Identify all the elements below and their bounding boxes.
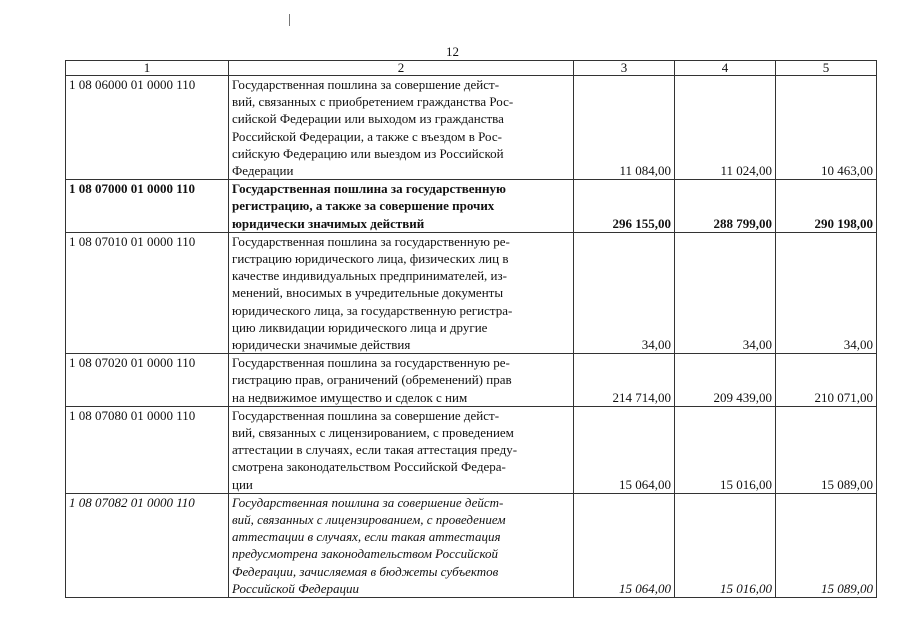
description-line: аттестации в случаях, если такая аттестация — [232, 529, 501, 545]
budget-code-cell: 1 08 07000 01 0000 110 — [66, 180, 229, 233]
description-line: качестве индивидуальных предпринимателей, из- — [232, 268, 507, 284]
description-line: Государственная пошлина за государственную ре- — [232, 355, 510, 371]
column-header-year-2: 4 — [675, 61, 776, 76]
description-line: Российской Федерации, а также с въездом в Рос- — [232, 128, 502, 144]
description-cell — [229, 493, 574, 597]
description-line: гистрацию юридического лица, физических лиц в — [232, 251, 509, 267]
column-number-row — [66, 61, 877, 76]
margin-mark — [289, 14, 290, 26]
table-row — [66, 354, 877, 407]
amount-cell-year-2: 288 799,00 — [675, 180, 776, 233]
amount-cell-year-2: 15 016,00 — [675, 406, 776, 493]
table-row — [66, 232, 877, 353]
description-line: Российской Федерации — [232, 580, 360, 596]
budget-code-cell: 1 08 07080 01 0000 110 — [66, 406, 229, 493]
description-line: цию ликвидации юридического лица и другие — [232, 319, 488, 335]
table-row — [66, 76, 877, 180]
description-line: Федерации, зачисляемая в бюджеты субъектов — [232, 563, 499, 579]
amount-cell-year-3: 210 071,00 — [776, 354, 877, 407]
amount-cell-year-1: 15 064,00 — [574, 493, 675, 597]
description-line: ции — [232, 476, 253, 492]
column-header-year-1: 3 — [574, 61, 675, 76]
description-line: Государственная пошлина за совершение дейст- — [232, 77, 500, 92]
description-cell — [229, 406, 574, 493]
description-line: вий, связанных с лицензированием, с проведением — [232, 512, 506, 528]
description-line: вий, связанных с приобретением гражданства Рос- — [232, 94, 514, 110]
description-line: сийской Федерации или выходом из гражданства — [232, 111, 504, 127]
description-line: юридически значимые действия — [232, 337, 411, 353]
amount-cell-year-3: 15 089,00 — [776, 493, 877, 597]
description-line: аттестации в случаях, если такая аттестация преду- — [232, 442, 518, 458]
amount-cell-year-3: 15 089,00 — [776, 406, 877, 493]
description-line: предусмотрена законодательством Российской — [232, 546, 499, 562]
amount-cell-year-3: 290 198,00 — [776, 180, 877, 233]
description-cell — [229, 232, 574, 353]
amount-cell-year-2: 11 024,00 — [675, 76, 776, 180]
budget-code-cell: 1 08 06000 01 0000 110 — [66, 76, 229, 180]
description-line: вий, связанных с лицензированием, с проведением — [232, 425, 514, 441]
description-line: Федерации — [232, 163, 294, 179]
description-line: смотрена законодательством Российской Федера- — [232, 459, 506, 475]
description-line: Государственная пошлина за государственную — [232, 181, 506, 197]
amount-cell-year-2: 209 439,00 — [675, 354, 776, 407]
amount-cell-year-1: 214 714,00 — [574, 354, 675, 407]
revenue-table — [65, 60, 877, 598]
description-line: на недвижимое имущество и сделок с ним — [232, 389, 468, 405]
description-line: Государственная пошлина за совершение дейст- — [232, 494, 504, 510]
amount-cell-year-1: 34,00 — [574, 232, 675, 353]
description-cell — [229, 76, 574, 180]
budget-code-cell: 1 08 07020 01 0000 110 — [66, 354, 229, 407]
amount-cell-year-1: 15 064,00 — [574, 406, 675, 493]
description-line: юридически значимых действий — [232, 215, 425, 231]
description-line: Государственная пошлина за совершение дейст- — [232, 407, 500, 423]
column-header-code: 1 — [66, 61, 229, 76]
column-header-year-3: 5 — [776, 61, 877, 76]
amount-cell-year-2: 34,00 — [675, 232, 776, 353]
description-line: Государственная пошлина за государственную ре- — [232, 233, 510, 249]
table-row — [66, 180, 877, 233]
description-line: юридического лица, за государственную регистра- — [232, 302, 513, 318]
description-cell — [229, 180, 574, 233]
description-line: регистрацию, а также за совершение прочих — [232, 198, 495, 214]
amount-cell-year-1: 296 155,00 — [574, 180, 675, 233]
description-line: гистрацию прав, ограничений (обременений) прав — [232, 372, 512, 388]
table-row — [66, 493, 877, 597]
description-line: менений, вносимых в учредительные документы — [232, 285, 504, 301]
amount-cell-year-3: 10 463,00 — [776, 76, 877, 180]
description-line: сийскую Федерацию или выездом из Российской — [232, 145, 504, 161]
budget-code-cell: 1 08 07010 01 0000 110 — [66, 232, 229, 353]
column-header-description: 2 — [229, 61, 574, 76]
amount-cell-year-2: 15 016,00 — [675, 493, 776, 597]
amount-cell-year-1: 11 084,00 — [574, 76, 675, 180]
description-cell — [229, 354, 574, 407]
page-number: 12 — [446, 44, 459, 59]
amount-cell-year-3: 34,00 — [776, 232, 877, 353]
table-row — [66, 406, 877, 493]
budget-code-cell: 1 08 07082 01 0000 110 — [66, 493, 229, 597]
